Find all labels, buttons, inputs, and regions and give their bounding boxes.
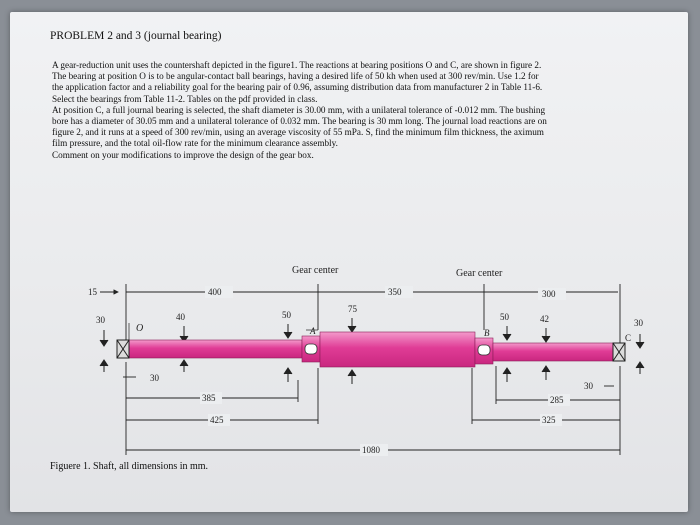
- bottom-dimension-lines: [123, 362, 620, 455]
- dim-425: 425: [210, 415, 224, 425]
- problem-line: figure 2, and it runs at a speed of 300 rev/min, using an average viscosity of 55 mPa. S, find the minimum film thickness, the aximum: [52, 127, 544, 138]
- dim-285: 285: [550, 395, 564, 405]
- dim-385: 385: [202, 393, 216, 403]
- shaft: [126, 332, 613, 367]
- problem-line: Select the bearings from Table 11-2. Tables on the pdf provided in class.: [52, 93, 318, 104]
- dim-30-bottom-right: 30: [584, 381, 593, 391]
- dim-30-bottom-left: 30: [150, 373, 159, 383]
- point-A-label: A: [310, 326, 316, 336]
- shaft-center-segment: [320, 332, 475, 367]
- figure-caption: Figuere 1. Shaft, all dimensions in mm.: [50, 461, 209, 472]
- problem-line: At position C, a full journal bearing is selected, the shaft diameter is 30.00 mm, with a unilateral tolerance of -0.012 mm. The bushing: [52, 104, 546, 115]
- dim-diam-30-left: 30: [96, 315, 105, 325]
- dim-400: 400: [208, 287, 222, 297]
- dim-diam-42: 42: [540, 314, 549, 324]
- page-title: PROBLEM 2 and 3 (journal bearing): [50, 30, 222, 42]
- keyway-right: [478, 345, 490, 355]
- dim-diam-40: 40: [176, 312, 185, 322]
- problem-line: The bearing at position O is to be angular-contact ball bearings, having a desired life of 50 kh when used at 300 rev/min. Use 1.2 for: [52, 71, 539, 82]
- point-C-label: C: [625, 333, 632, 343]
- dim-1080: 1080: [362, 445, 380, 455]
- shaft-figure: [0, 255, 700, 475]
- dim-diam-75: 75: [348, 304, 357, 314]
- bearing-O: [117, 340, 129, 358]
- point-B-label: B: [484, 328, 490, 338]
- dim-diam-30-right: 30: [634, 318, 643, 328]
- dim-diam-50-right: 50: [500, 312, 509, 322]
- problem-statement: [52, 60, 680, 161]
- dim-350: 350: [388, 287, 402, 297]
- shaft-right-segment: [493, 343, 613, 361]
- dim-300: 300: [542, 289, 556, 299]
- problem-line: the application factor and a reliability goal for the bearing pair of 0.96, assuming distribution data from manufacturer 2 in Table 11-6.: [52, 82, 543, 93]
- problem-line: Comment on your modifications to improve the design of the gear box.: [52, 149, 314, 160]
- problem-line: bore has a diameter of 30.05 mm and a unilateral tolerance of 0.032 mm. The bearing is 30 mm long. The journal load reactions are on: [52, 116, 547, 127]
- problem-line: film pressure, and the total oil-flow rate for the minimum clearance assembly.: [52, 138, 338, 149]
- dim-diam-50-left: 50: [282, 310, 291, 320]
- dim-325: 325: [542, 415, 556, 425]
- shaft-left-segment: [126, 340, 302, 358]
- point-O-label: O: [136, 323, 144, 334]
- dim-15: 15: [88, 287, 97, 297]
- bearing-C: [613, 343, 625, 361]
- gear-center-label-left: Gear center: [292, 265, 339, 276]
- keyway-left: [305, 344, 317, 354]
- gear-center-label-right: Gear center: [456, 268, 503, 279]
- problem-line: A gear-reduction unit uses the countershaft depicted in the figure1. The reactions at bearing positions O and C, are shown in figure 2.: [52, 60, 542, 70]
